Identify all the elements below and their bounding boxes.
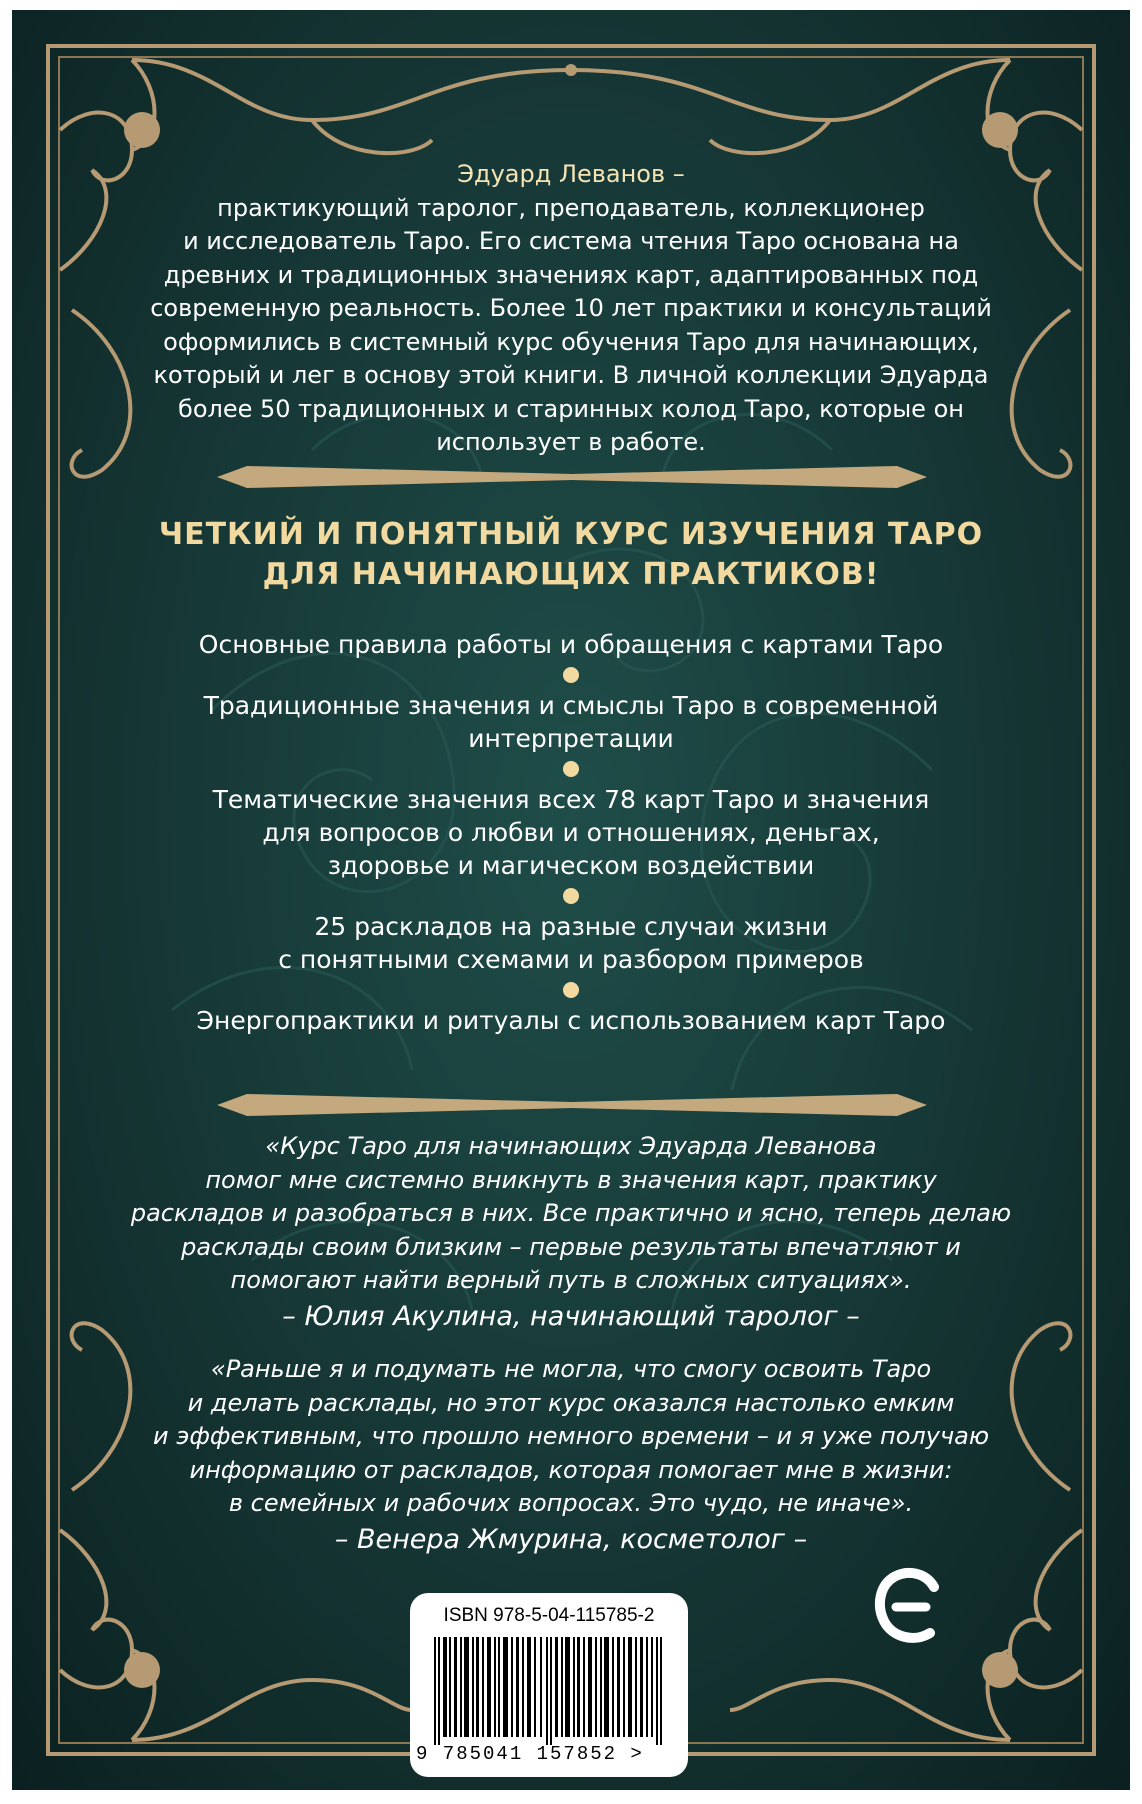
- feature-item: Энергопрактики и ритуалы с использованием карт Таро: [196, 1006, 946, 1035]
- quote-author: – Юлия Акулина, начинающий таролог –: [282, 1300, 860, 1332]
- quote-line: и делать расклады, но этот курс оказался настолько емким: [187, 1388, 955, 1417]
- bio-line: современную реальность. Более 10 лет практики и консультаций: [150, 294, 992, 322]
- headline-line: ДЛЯ НАЧИНАЮЩИХ ПРАКТИКОВ!: [262, 557, 880, 592]
- book-back-cover: [12, 10, 1130, 1790]
- bio-line: который и лег в основу этой книги. В личной коллекции Эдуарда: [153, 361, 989, 389]
- bio-line: древних и традиционных значениях карт, адаптированных под: [163, 260, 979, 289]
- testimonial: [12, 1130, 1130, 1336]
- quote-line: расклады своим близким – первые результаты впечатляют и: [181, 1232, 961, 1261]
- feature-item: интерпретации: [468, 724, 674, 753]
- barcode-icon: [434, 1637, 664, 1745]
- feature-item: для вопросов о любви и отношениях, деньгах,: [262, 818, 880, 847]
- author-name: Эдуард Леванов –: [457, 160, 685, 188]
- quote-author: – Венера Жмурина, косметолог –: [334, 1523, 808, 1555]
- testimonial: [12, 1353, 1130, 1559]
- barcode-number: 9 785041 157852 >: [416, 1743, 644, 1765]
- feature-item: Тематические значения всех 78 карт Таро и значения: [212, 785, 930, 814]
- quote-line: и эффективным, что прошло немного времени – и я уже получаю: [152, 1422, 990, 1450]
- bio-line: практикующий таролог, преподаватель, коллекционер: [217, 193, 925, 222]
- quote-line: помогают найти верный путь в сложных ситуациях».: [230, 1266, 912, 1294]
- bullet-dot-icon: [563, 761, 579, 777]
- bullet-dot-icon: [563, 982, 579, 998]
- headline: [12, 515, 1130, 595]
- ornamental-divider: [217, 1090, 927, 1120]
- quote-line: помог мне системно вникнуть в значения карт, практику: [205, 1165, 937, 1194]
- barcode-panel: [410, 1593, 688, 1777]
- feature-item: здоровье и магическом воздействии: [327, 851, 815, 880]
- feature-item: с понятными схемами и разбором примеров: [278, 945, 864, 974]
- author-bio: [12, 158, 1130, 460]
- quote-line: «Курс Таро для начинающих Эдуарда Леванова: [265, 1132, 877, 1160]
- quote-line: в семейных и рабочих вопросах. Это чудо, не иначе».: [228, 1489, 914, 1517]
- bullet-dot-icon: [563, 888, 579, 904]
- feature-item: Основные правила работы и обращения с картами Таро: [198, 630, 944, 659]
- feature-item: Традиционные значения и смыслы Таро в современной: [203, 691, 939, 720]
- bio-line: и исследователь Таро. Его система чтения Таро основана на: [183, 227, 959, 255]
- quote-line: информацию от раскладов, которая помогает мне в жизни:: [189, 1455, 953, 1484]
- eksmo-logo-icon: [874, 1565, 944, 1645]
- feature-item: 25 раскладов на разные случаи жизни: [314, 912, 828, 941]
- isbn-text: ISBN 978-5-04-115785-2: [443, 1605, 655, 1626]
- feature-list: [12, 628, 1130, 1037]
- ornamental-divider: [217, 462, 927, 492]
- bio-line: более 50 традиционных и старинных колод Таро, которые он: [178, 394, 964, 423]
- bullet-dot-icon: [563, 667, 579, 683]
- quote-line: раскладов и разобраться в них. Все практично и ясно, теперь делаю: [130, 1199, 1012, 1227]
- quote-line: «Раньше я и подумать не могла, что смогу освоить Таро: [210, 1355, 932, 1383]
- headline-line: ЧЕТКИЙ И ПОНЯТНЫЙ КУРС ИЗУЧЕНИЯ ТАРО: [158, 517, 984, 552]
- bio-line: использует в работе.: [436, 428, 706, 456]
- bio-line: оформились в системный курс обучения Таро для начинающих,: [163, 327, 979, 356]
